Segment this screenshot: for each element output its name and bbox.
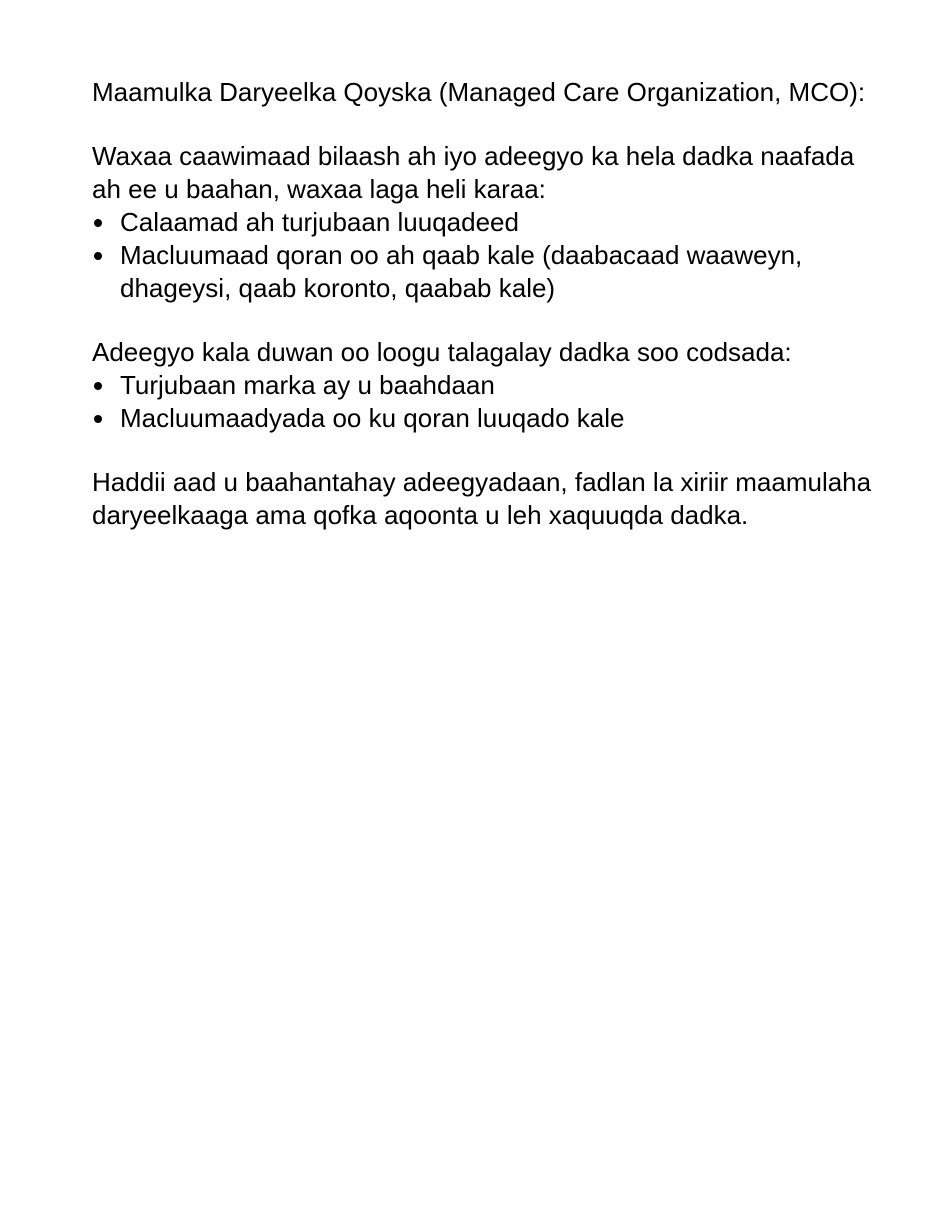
spacer — [92, 109, 872, 140]
bullet-icon — [94, 382, 102, 390]
closing-paragraph: Haddii aad u baahantahay adeegyadaan, fadlan la xiriir maamulaha daryeelkaaga ama qofka aqoonta u leh xaquuqda dadka. — [92, 467, 872, 530]
list-item — [92, 239, 872, 305]
list-item-text: Macluumaadyada oo ku qoran luuqado kale — [120, 403, 625, 433]
bullet-icon — [94, 219, 102, 227]
bullet-icon — [94, 415, 102, 423]
section2-list — [92, 369, 872, 435]
section1-intro: Waxaa caawimaad bilaash ah iyo adeegyo ka hela dadka naafada ah ee u baahan, waxaa laga heli karaa: — [92, 141, 855, 204]
list-item-text: Calaamad ah turjubaan luuqadeed — [120, 207, 519, 237]
list-item-text: Turjubaan marka ay u baahdaan — [120, 370, 495, 400]
list-item — [92, 402, 872, 435]
list-item — [92, 369, 872, 402]
list-item-text: Macluumaad qoran oo ah qaab kale (daabacaad waaweyn, dhageysi, qaab koronto, qaabab kale) — [120, 240, 803, 303]
document-page — [92, 76, 872, 532]
section2-intro: Adeegyo kala duwan oo loogu talagalay dadka soo codsada: — [92, 337, 792, 367]
document-heading: Maamulka Daryeelka Qoyska (Managed Care Organization, MCO): — [92, 77, 866, 107]
bullet-icon — [94, 252, 102, 260]
spacer — [92, 435, 872, 466]
list-item — [92, 206, 872, 239]
spacer — [92, 305, 872, 336]
section1-list — [92, 206, 872, 305]
